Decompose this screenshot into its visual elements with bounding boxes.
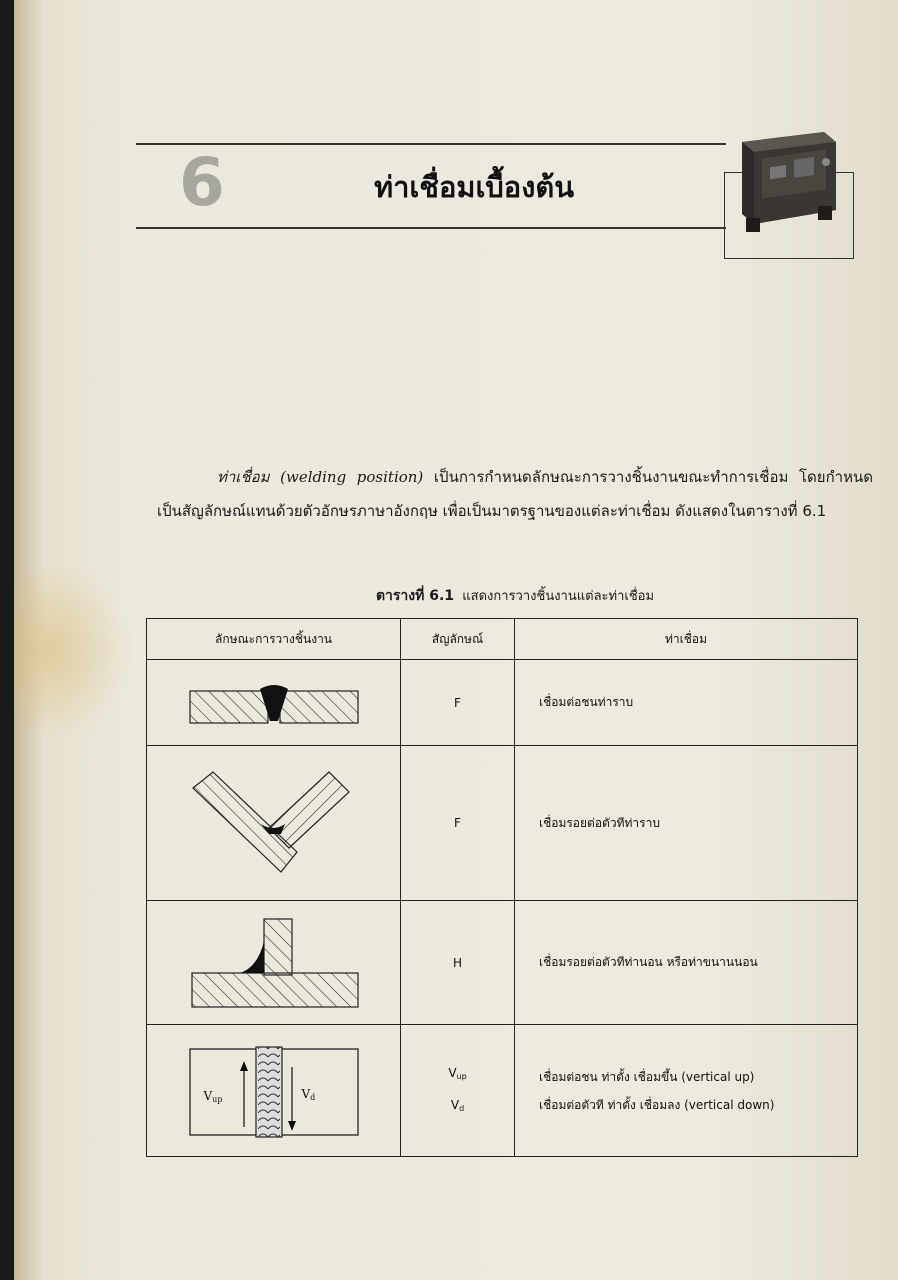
intro-text: เป็นการกำหนดลักษณะการวางชิ้นงานขณะทำการเชื่อม โดยกำหนดเป็นสัญลักษณ์แทนด้วยตัวอักษรภาษาอังกฤษ เพื่อเป็นมาตรฐานของแต่ละท่าเชื่อม ดังแสดงในตารางที่ 6.1 [157,468,873,520]
horizontal-fillet-weld-diagram [147,901,401,1025]
v-down-label: $V_d$ [301,1086,316,1102]
v-up-label: $V_{up}$ [203,1088,223,1104]
horizontal-fillet-drawing [188,915,360,1011]
position-cell: เชื่อมรอยต่อตัวทีท่านอน หรือท่าขนานนอน [515,901,858,1025]
table-caption-label: ตารางที่ 6.1 [375,588,455,604]
flat-butt-weld-diagram [147,660,401,746]
position-cell: เชื่อมรอยต่อตัวทีท่าราบ [515,746,858,901]
vertical-weld-diagram [147,1025,401,1157]
symbol-v-down: $V_d$ [450,1097,465,1113]
table-row [147,1025,858,1157]
term-english: (welding position) [280,468,424,486]
header-placement: ลักษณะการวางชิ้นงาน [147,619,401,660]
table-header-row [147,619,858,660]
header-position: ท่าเชื่อม [515,619,858,660]
flat-fillet-weld-diagram [147,746,401,901]
position-cell [515,1025,858,1157]
symbol-cell: H [401,901,515,1025]
symbol-v-up: $V_{up}$ [448,1065,467,1081]
butt-weld-drawing [184,681,364,725]
table-row [147,660,858,746]
welding-machine-image [736,128,840,240]
welding-positions-table [146,618,858,1157]
table-caption-text: แสดงการวางชิ้นงานแต่ละท่าเชื่อม [462,589,655,604]
symbol-cell [401,1025,515,1157]
intro-paragraph [157,460,873,528]
header-symbol: สัญลักษณ์ [401,619,515,660]
term-thai: ท่าเชื่อม [217,468,270,486]
symbol-cell: F [401,746,515,901]
chapter-number: 6 [179,144,225,221]
table-row [147,746,858,901]
chapter-title: ท่าเชื่อมเบื้องต้น [373,170,575,204]
vertical-weld-drawing [188,1043,360,1139]
table-caption [157,585,873,607]
position-cell: เชื่อมต่อชนท่าราบ [515,660,858,746]
position-vertical-up: เชื่อมต่อชน ท่าตั้ง เชื่อมขึ้น (vertical up) [539,1069,755,1084]
header-bottom-rule [136,227,726,229]
table-row [147,901,858,1025]
position-vertical-down: เชื่อมต่อตัวที ท่าตั้ง เชื่อมลง (vertical down) [539,1097,775,1112]
page-stain [14,560,134,740]
flat-fillet-drawing [189,768,359,878]
symbol-cell: F [401,660,515,746]
